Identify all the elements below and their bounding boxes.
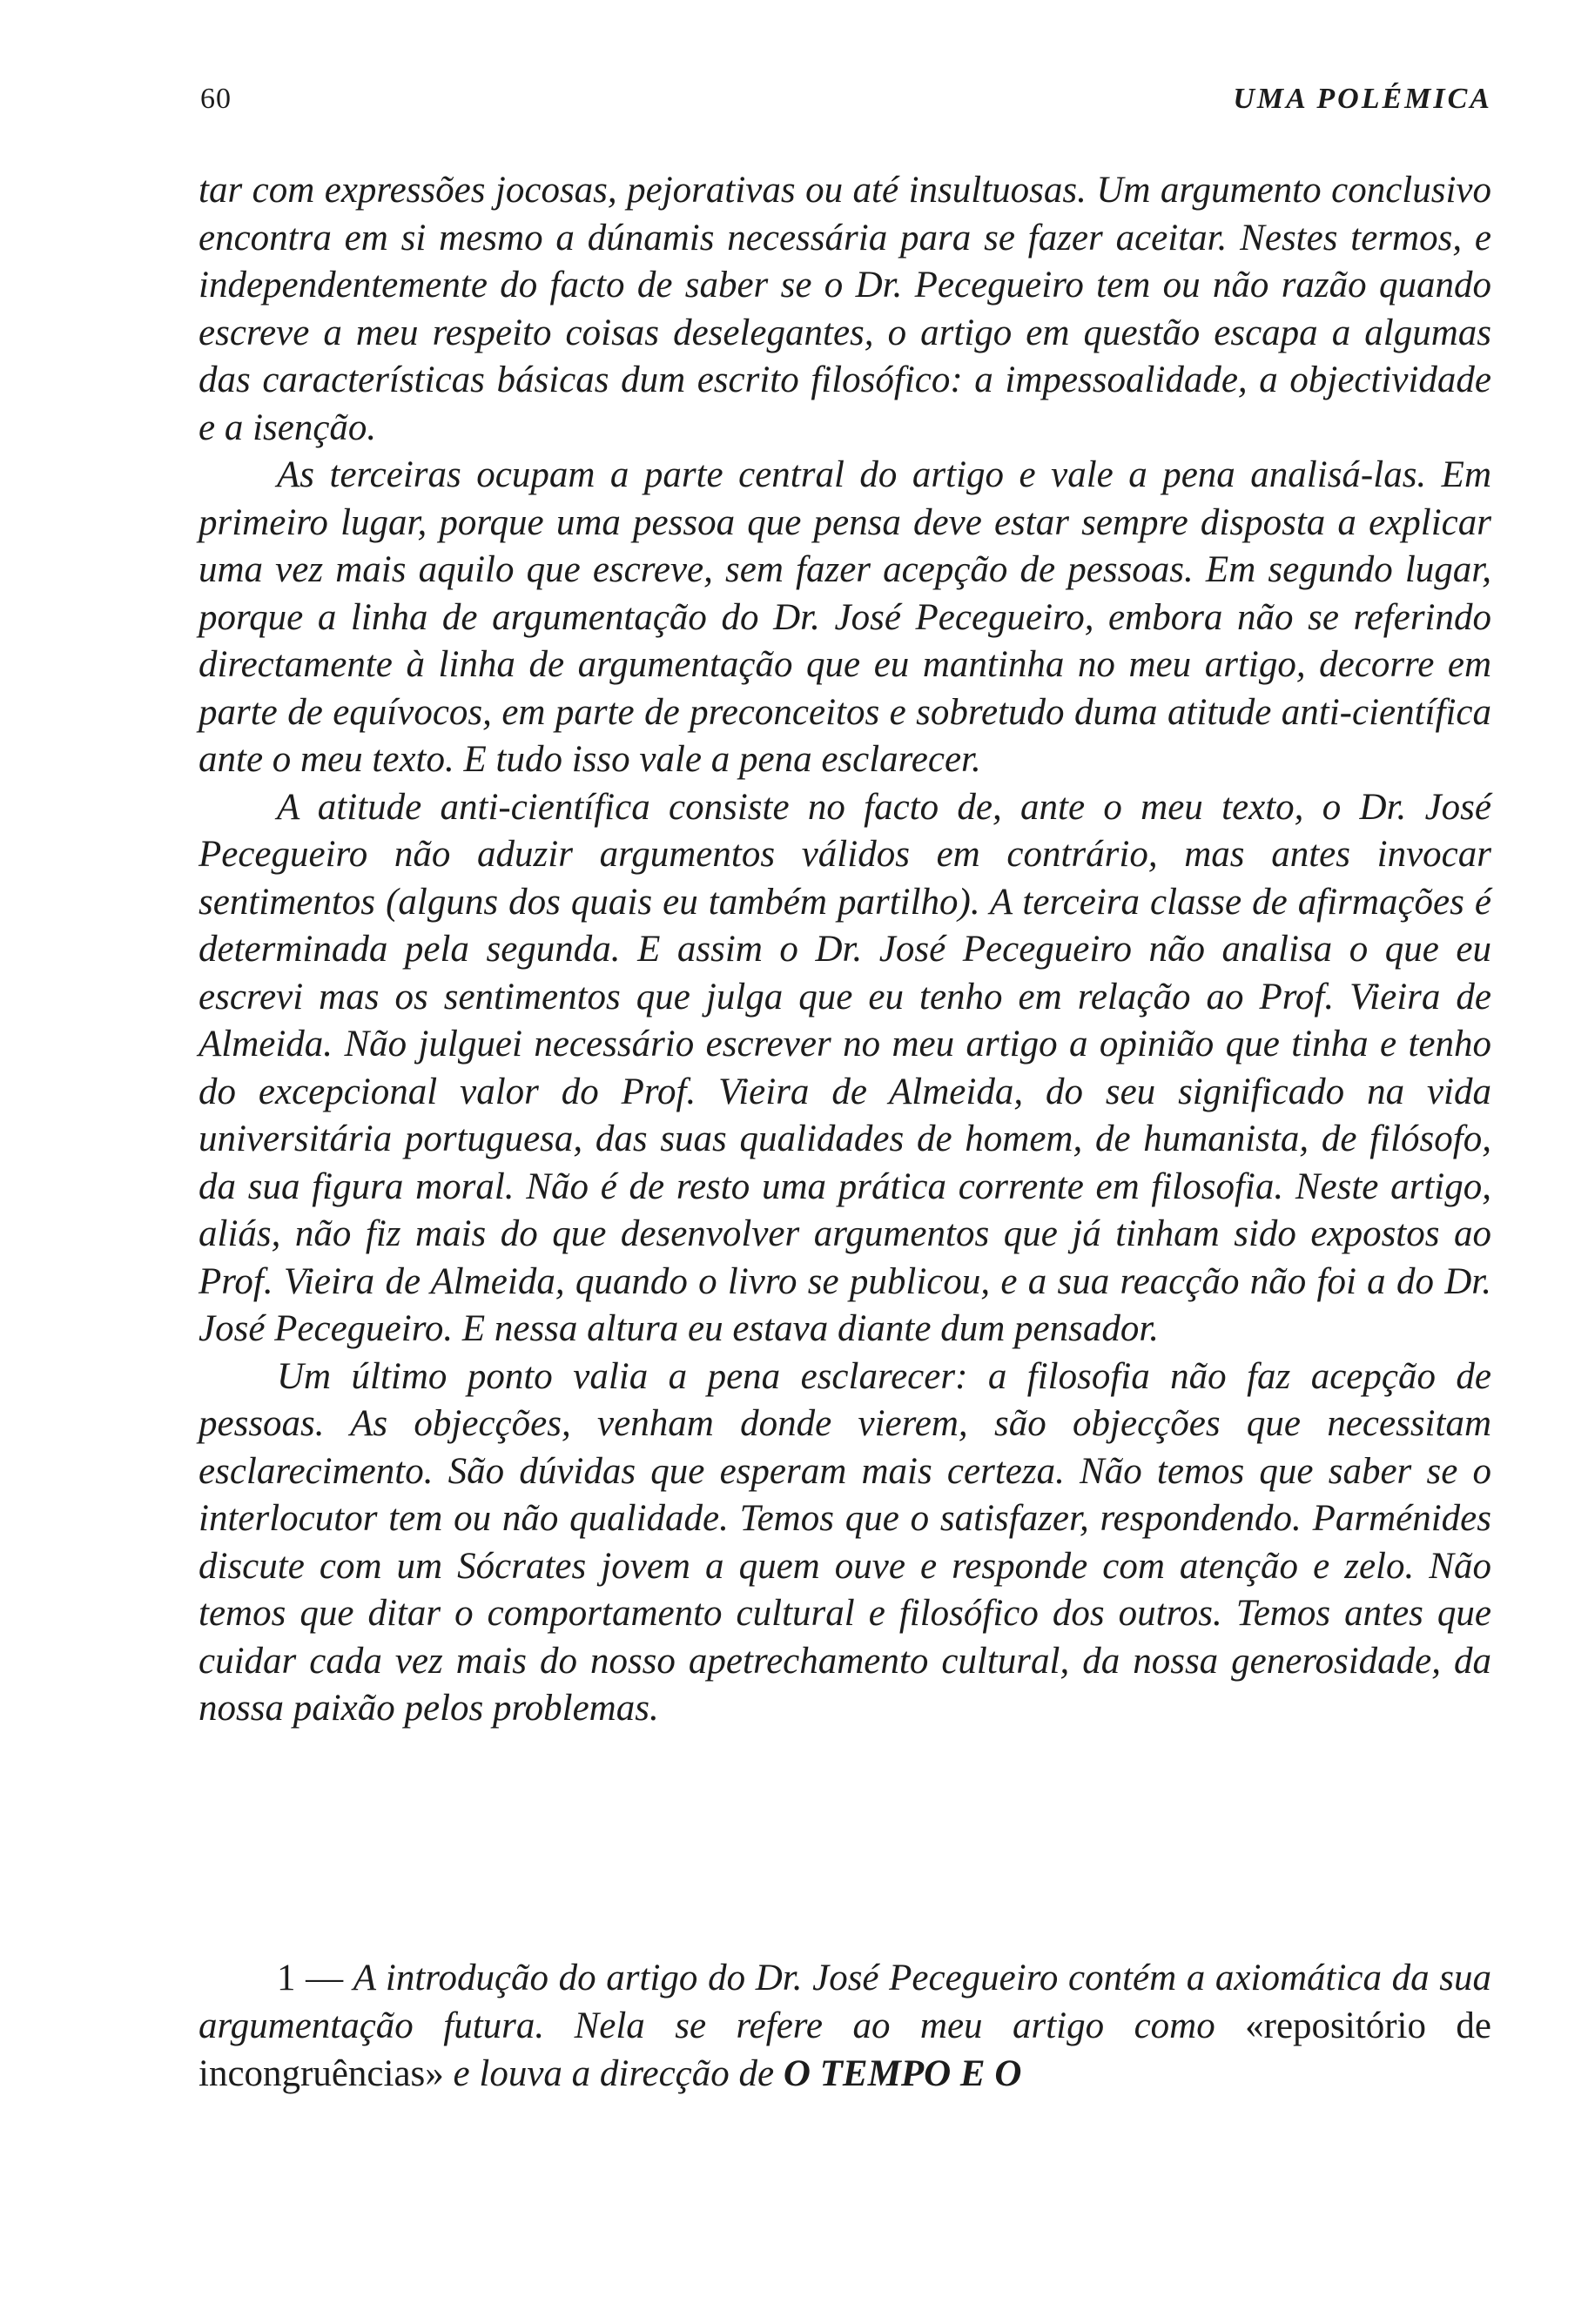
paragraph: tar com expressões jocosas, pejorativas ou até insultuosas. Um argumento conclusivo encontra em si mesmo a dúnamis necessária para se fazer aceitar. Nestes termos, e independentemente do facto de saber se o Dr. Pecegueiro tem ou não razão quando escreve a meu respeito coisas deselegantes, o artigo em questão escapa a algumas das características básicas dum escrito filosófico: a impessoalidade, a objectividade e a isenção. — [198, 170, 1491, 448]
page-number: 60 — [200, 83, 232, 115]
paragraph: As terceiras ocupam a parte central do artigo e vale a pena analisá-las. Em primeiro lugar, porque uma pessoa que pensa deve estar sempre disposta a explicar uma vez mais aquilo que escreve, sem fazer acepção de pessoas. Em segundo lugar, porque a linha de argumentação do Dr. José Pecegueiro, embora não se referindo directamente à linha de argumentação que eu mantinha no meu artigo, decorre em parte de equívocos, em parte de preconceitos e sobretudo duma atitude anti-científica ante o meu texto. E tudo isso vale a pena esclarecer. — [198, 454, 1491, 780]
section-text-start: A introdução do artigo do Dr. José Pecegueiro contém a axiomática da sua argumentação futura. Nela se refere ao meu artigo como — [198, 1958, 1492, 2046]
paragraph: A atitude anti-científica consiste no facto de, ante o meu texto, o Dr. José Pecegueiro não aduzir argumentos válidos em contrário, mas antes invocar sentimentos (alguns dos quais eu também partilho). A terceira classe de afirmações é determinada pela segunda. E assim o Dr. José Pecegueiro não analisa o que eu escrevi mas os sentimentos que julga que eu tenho em relação ao Prof. Vieira de Almeida. Não julguei necessário escrever no meu artigo a opinião que tinha e tenho do excepcional valor do Prof. Vieira de Almeida, do seu significado na vida universitária portuguesa, das suas qualidades de homem, de humanista, de filósofo, da sua figura moral. Não é de resto uma prática corrente em filosofia. Neste artigo, aliás, não fiz mais do que desenvolver argumentos que já tinham sido expostos ao Prof. Vieira de Almeida, quando o livro se publicou, e a sua reacção não foi a do Dr. José Pecegueiro. E nessa altura eu estava diante dum pensador. — [198, 786, 1491, 1349]
paragraph: Um último ponto valia a pena esclarecer: a filosofia não faz acepção de pessoas. As objecções, venham donde vierem, são objecções que necessitam esclarecimento. São dúvidas que esperam mais certeza. Não temos que saber se o interlocutor tem ou não qualidade. Temos que o satisfazer, respondendo. Parménides discute com um Sócrates jovem a quem ouve e responde com atenção e zelo. Não temos que ditar o comportamento cultural e filosófico dos outros. Temos antes que cuidar cada vez mais do nosso apetrechamento cultural, da nossa generosidade, da nossa paixão pelos problemas. — [198, 1355, 1491, 1729]
section-paragraph — [198, 1954, 1491, 2098]
section-dash: — — [295, 1958, 353, 1998]
running-title: UMA POLÉMICA — [1233, 83, 1492, 115]
running-header — [200, 83, 1492, 135]
section-quote: «repositório de incongruências» — [198, 2005, 1491, 2094]
body-text — [198, 167, 1491, 1733]
section-text-middle: e louva a direcção de — [443, 2053, 784, 2094]
journal-title: O TEMPO E O — [783, 2053, 1022, 2094]
numbered-section — [198, 1954, 1491, 2098]
section-number: 1 — [277, 1958, 296, 1998]
